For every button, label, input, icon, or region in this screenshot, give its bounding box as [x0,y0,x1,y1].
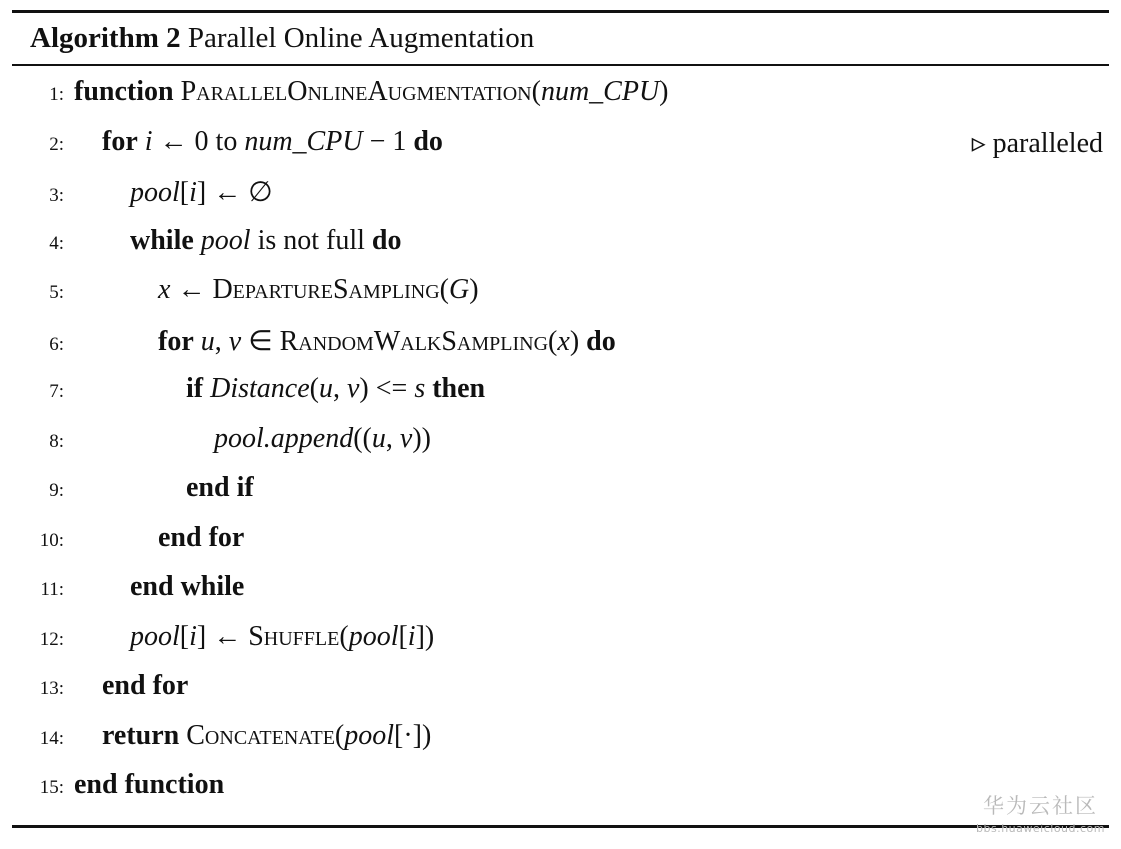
algorithm-block [12,10,1109,828]
code-line [12,274,1109,324]
line-number: 1: [49,84,64,105]
line-number: 4: [49,232,64,254]
line-number: 5: [49,282,64,303]
line-number: 7: [49,381,64,402]
line-number: 15: [39,777,64,798]
line-code: while pool is not full do [130,224,402,256]
line-number: 9: [49,480,64,501]
code-line [12,522,1109,572]
line-code: function ParallelOnlineAugmentation(num_CPU) [74,76,669,107]
line-number: 14: [39,727,64,749]
algorithm-label: Algorithm 2 [30,22,181,54]
code-line [12,621,1109,671]
watermark [976,790,1105,835]
code-line [12,423,1109,473]
code-line [12,670,1109,720]
line-number: 6: [49,333,64,355]
code-line [12,720,1109,770]
line-code: pool[i] ← Shuffle(pool[i]) [130,620,435,652]
line-code: for i ← 0 to num_CPU − 1 do ▹ paralleled [102,125,1103,159]
line-number: 12: [39,628,64,650]
code-line [12,76,1109,126]
line-code: end for [158,521,245,553]
line-code: pool[i] ← ∅ [130,177,273,208]
code-line [12,472,1109,522]
line-code: end while [130,571,245,602]
algorithm-title [12,13,1109,64]
line-code: for u, v ∈ RandomWalkSampling(x) do [158,325,616,357]
line-code: if Distance(u, v) <= s then [186,373,486,404]
line-number: 10: [39,529,64,551]
line-code: pool.append((u, v)) [214,422,431,454]
algorithm-body [12,66,1109,825]
code-line [12,175,1109,225]
line-number: 3: [49,185,64,206]
code-line [12,324,1109,374]
algorithm-name: Parallel Online Augmentation [187,22,535,54]
code-line [12,373,1109,423]
line-number: 11: [40,579,64,600]
code-line [12,126,1109,176]
rule-bottom [12,825,1109,828]
watermark-main-text: 华为云社区 [983,794,1098,818]
code-line [12,769,1109,819]
line-number: 2: [49,133,64,155]
line-code: end for [102,670,189,701]
line-code: x ← DepartureSampling(G) [158,274,479,305]
line-number: 8: [49,430,64,452]
watermark-sub-text: bbs.huaweicloud.com [976,822,1105,835]
line-code: end if [186,472,254,503]
line-code: return Concatenate(pool[·]) [102,719,432,751]
line-code: end function [74,769,225,800]
code-line [12,225,1109,275]
code-line [12,571,1109,621]
line-number: 13: [39,678,64,699]
line-comment: ▹ paralleled [971,127,1103,159]
